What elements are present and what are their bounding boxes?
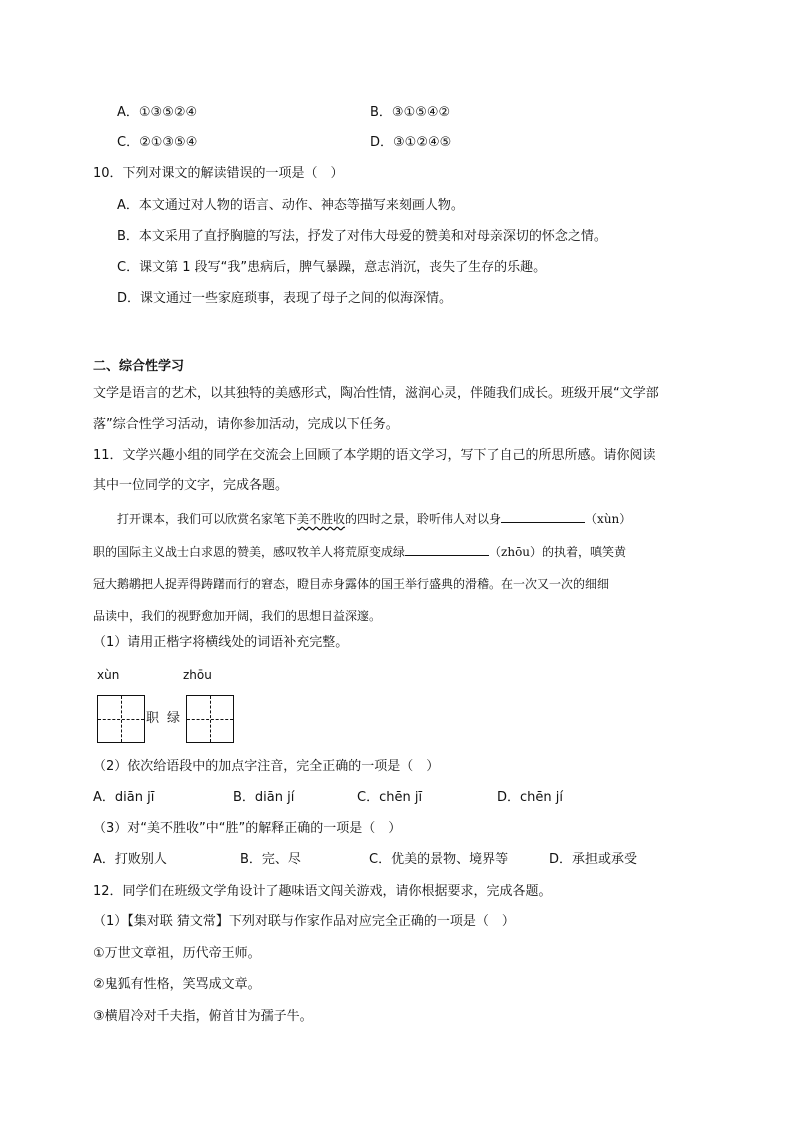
pinyin-label-zhou: zhōu	[183, 668, 212, 682]
couplet-3: ③横眉冷对千夫指，俯首甘为孺子牛。	[93, 1009, 313, 1024]
passage-text: 的四时之景，聆听伟人对以身	[345, 512, 502, 526]
sub3-option-c: C．优美的景物、境界等	[369, 852, 509, 867]
passage-text: 职的国际主义战士白求恩的赞美，感叹牧羊人将荒原变成绿	[93, 545, 406, 559]
q12-sub1: （1）【集对联 猜文常】下列对联与作家作品对应完全正确的一项是（ ）	[93, 914, 515, 929]
sub2-option-a: A．diān jī	[93, 790, 155, 805]
q9-option-a: A．①③⑤②④	[117, 105, 198, 120]
pinyin-hint: （xùn）	[585, 512, 632, 526]
q11-stem-line1: 11．文学兴趣小组的同学在交流会上回顾了本学期的语文学习，写下了自己的所思所感。请你阅读	[93, 448, 656, 463]
q10-option-c: C．课文第 1 段写“我”患病后，脾气暴躁，意志消沉，丧失了生存的乐趣。	[117, 260, 547, 275]
sub3-option-d: D．承担或承受	[549, 852, 638, 867]
sub2-option-d: D．chēn jí	[497, 790, 563, 805]
sub2-option-c: C．chēn jī	[357, 790, 423, 805]
q11-stem-line2: 其中一位同学的文字，完成各题。	[93, 478, 289, 493]
sub3-option-b: B．完、尽	[240, 852, 301, 867]
passage-line1	[117, 509, 631, 528]
q9-option-c: C．②①③⑤④	[117, 135, 198, 150]
char-lv: 绿	[167, 711, 181, 726]
section-heading: 二、综合性学习	[93, 359, 185, 374]
wavy-underlined-phrase: 美不胜收	[297, 512, 346, 526]
couplet-1: ①万世文章祖，历代帝王师。	[93, 946, 261, 961]
q9-option-d: D．③①②④⑤	[370, 135, 452, 150]
fill-blank-zhou[interactable]	[405, 542, 489, 556]
tianzige-box-1[interactable]	[97, 695, 145, 743]
passage-line4: 品读中，我们的视野愈加开阔，我们的思想日益深邃。	[93, 609, 382, 623]
couplet-2: ②鬼狐有性格，笑骂成文章。	[93, 977, 261, 992]
q10-stem: 10．下列对课文的解读错误的一项是（ ）	[93, 166, 344, 181]
fill-blank-xun[interactable]	[501, 509, 585, 523]
pinyin-label-xun: xùn	[97, 668, 120, 682]
q11-sub1: （1）请用正楷字将横线处的词语补充完整。	[93, 635, 349, 650]
sub3-option-a: A．打败别人	[93, 852, 167, 867]
passage-line3: 冠大鹅鹕把人捉弄得踌躇而行的窘态，瞪目赤身露体的国王举行盛典的滑稽。在一次又一次的细细	[93, 577, 610, 591]
sub2-option-b: B．diān jí	[233, 790, 295, 805]
tianzige-box-2[interactable]	[186, 695, 234, 743]
passage-text: 打开课本，我们可以欣赏名家笔下	[117, 512, 298, 526]
passage-line2	[93, 542, 626, 561]
q10-option-d: D．课文通过一些家庭琐事，表现了母子之间的似海深情。	[117, 291, 453, 306]
q10-option-a: A．本文通过对人物的语言、动作、神态等描写来刻画人物。	[117, 198, 464, 213]
q9-option-b: B．③①⑤④②	[370, 105, 451, 120]
q12-stem: 12．同学们在班级文学角设计了趣味语文闯关游戏，请你根据要求，完成各题。	[93, 884, 552, 899]
q11-sub2: （2）依次给语段中的加点字注音，完全正确的一项是（ ）	[93, 759, 440, 774]
section-intro-line2: 落”综合性学习活动，请你参加活动，完成以下任务。	[93, 417, 399, 432]
section-intro-line1: 文学是语言的艺术，以其独特的美感形式，陶冶性情，滋润心灵，伴随我们成长。班级开展“文学部	[93, 386, 659, 401]
q11-sub3: （3）对“美不胜收”中“胜”的解释正确的一项是（ ）	[93, 821, 402, 836]
char-zhi: 职	[146, 711, 160, 726]
passage-text: （zhōu）的执着，嗔笑黄	[489, 545, 627, 559]
q10-option-b: B．本文采用了直抒胸臆的写法，抒发了对伟大母爱的赞美和对母亲深切的怀念之情。	[117, 229, 607, 244]
